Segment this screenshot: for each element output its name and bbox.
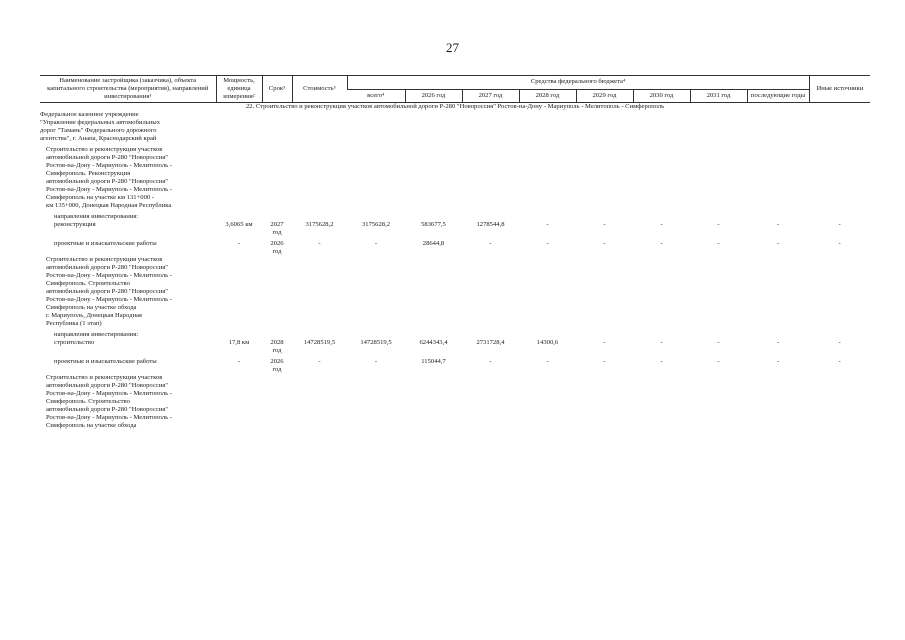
object-title: Строительство и реконструкция участков автомобильной дороги Р-280 "Новороссия" Ростов-на-Дону - Мариуполь - Мелитополь - Симферополь. Строительство автомобильной дороги Р-280 "Новороссия" Ростов-на-Дону - Мариуполь - Мелитополь - Симферополь на участке обхода — [46, 374, 172, 429]
table-row — [40, 339, 870, 355]
item-2031: - — [717, 221, 720, 228]
item-2029: - — [603, 339, 606, 346]
item-2026: 115044,7 — [421, 358, 446, 365]
col-2028-header: 2028 год — [519, 89, 576, 103]
section-title-row — [40, 103, 870, 112]
item-2030: - — [660, 221, 663, 228]
object-title: Строительство и реконструкция участков автомобильной дороги Р-280 "Новороссия" Ростов-на-Дону - Мариуполь - Мелитополь - Симферополь. Реконструкция автомобильной дороги Р-280 "Новороссия" Ростов-на-Дону - Мариуполь - Мелитополь - Симферополь на участке км 131+000 - км 135+000, Донецкая Народная Республика — [46, 146, 172, 209]
table-row — [40, 358, 870, 374]
header-row-1 — [40, 76, 870, 90]
item-cost: 14728519,5 — [303, 339, 336, 346]
object-title-row — [40, 256, 870, 328]
item-capacity: 3,6065 км — [225, 221, 253, 228]
col-cost-header: Стоимость⁵ — [292, 76, 347, 103]
item-term: 2026 год — [270, 358, 284, 373]
object-title-row — [40, 146, 870, 210]
item-2027: 1278544,8 — [476, 221, 505, 228]
item-cost: 3175628,2 — [305, 221, 334, 228]
item-name: строительство — [54, 339, 95, 346]
item-2026: 28644,8 — [422, 240, 445, 247]
directions-label-row — [40, 331, 870, 339]
item-2029: - — [603, 240, 606, 247]
col-federal-budget-header: Средства федерального бюджета⁴ — [347, 76, 809, 90]
col-other-sources-header: Иные источники — [809, 76, 870, 103]
item-subsequent: - — [776, 221, 780, 228]
col-2027-header: 2027 год — [462, 89, 519, 103]
object-title-row — [40, 374, 870, 430]
item-capacity: 17,8 км — [228, 339, 250, 346]
item-2030: - — [660, 339, 663, 346]
item-2028: - — [546, 221, 549, 228]
item-name: реконструкция — [54, 221, 96, 228]
item-total: - — [374, 240, 378, 247]
item-subsequent: - — [776, 358, 780, 365]
item-2026: 6244343,4 — [419, 339, 448, 346]
investment-table — [40, 75, 870, 430]
item-2028: 14300,6 — [536, 339, 559, 346]
item-2029: - — [603, 221, 606, 228]
item-other: - — [838, 240, 841, 247]
col-term-header: Срок³ — [262, 76, 292, 103]
col-2026-header: 2026 год — [405, 89, 462, 103]
organization-name: Федеральное казенное учреждение "Управление федеральных автомобильных дорог "Тамань" Федерального дорожного агентства", г. Анапа, Краснодарский край — [40, 111, 161, 142]
item-cost: - — [318, 240, 321, 247]
item-total: - — [374, 358, 378, 365]
table-row — [40, 221, 870, 237]
item-term: 2028 год — [270, 339, 284, 354]
table-row — [40, 240, 870, 256]
item-term: 2026 год — [270, 240, 284, 255]
col-2029-header: 2029 год — [576, 89, 633, 103]
section-title: 22. Строительство и реконструкция участков автомобильной дороги Р-280 "Новороссия" Ростов-на-Дону - Мариуполь - Мелитополь - Симферополь — [245, 103, 665, 110]
item-other: - — [838, 358, 841, 365]
directions-label: направления инвестирования: — [54, 213, 139, 220]
item-subsequent: - — [776, 240, 780, 247]
item-2030: - — [660, 358, 663, 365]
item-name: проектные и изыскательские работы — [54, 358, 157, 365]
item-2029: - — [603, 358, 606, 365]
object-title: Строительство и реконструкция участков автомобильной дороги Р-280 "Новороссия" Ростов-на-Дону - Мариуполь - Мелитополь - Симферополь. Строительство автомобильной дороги Р-280 "Новороссия" Ростов-на-Дону - Мариуполь - Мелитополь - Симферополь на участке обхода г. Мариуполь, Донецкая Народная Республика (1 этап) — [46, 256, 172, 327]
item-2026: 583677,5 — [421, 221, 446, 228]
col-total-header: всего⁴ — [347, 89, 405, 103]
col-capacity-header: Мощность, единица измерения² — [216, 76, 262, 103]
item-cost: - — [318, 358, 321, 365]
item-total: 3175628,2 — [361, 221, 391, 228]
item-2027: 2731728,4 — [476, 339, 505, 346]
item-capacity: - — [237, 240, 241, 247]
item-other: - — [838, 221, 841, 228]
item-2031: - — [717, 240, 720, 247]
item-2031: - — [717, 358, 720, 365]
item-name: проектные и изыскательские работы — [54, 240, 157, 247]
directions-label-row — [40, 213, 870, 221]
page-number: 27 — [446, 40, 459, 55]
item-capacity: - — [237, 358, 241, 365]
col-name-header: Наименование застройщика (заказчика), объекта капитального строительства (мероприятия), направлений инвестирования¹ — [40, 76, 216, 103]
item-other: - — [838, 339, 841, 346]
item-2027: - — [489, 358, 492, 365]
directions-label: направления инвестирования: — [54, 331, 139, 338]
item-2031: - — [717, 339, 720, 346]
col-2031-header: 2031 год — [690, 89, 747, 103]
item-term: 2027 год — [270, 221, 284, 236]
organization-row — [40, 111, 870, 143]
item-2028: - — [546, 358, 549, 365]
item-2027: - — [489, 240, 492, 247]
col-subsequent-header: последующие годы — [747, 89, 809, 103]
item-2030: - — [660, 240, 663, 247]
item-total: 14728519,5 — [360, 339, 392, 346]
item-2028: - — [546, 240, 549, 247]
col-2030-header: 2030 год — [633, 89, 690, 103]
item-subsequent: - — [776, 339, 780, 346]
